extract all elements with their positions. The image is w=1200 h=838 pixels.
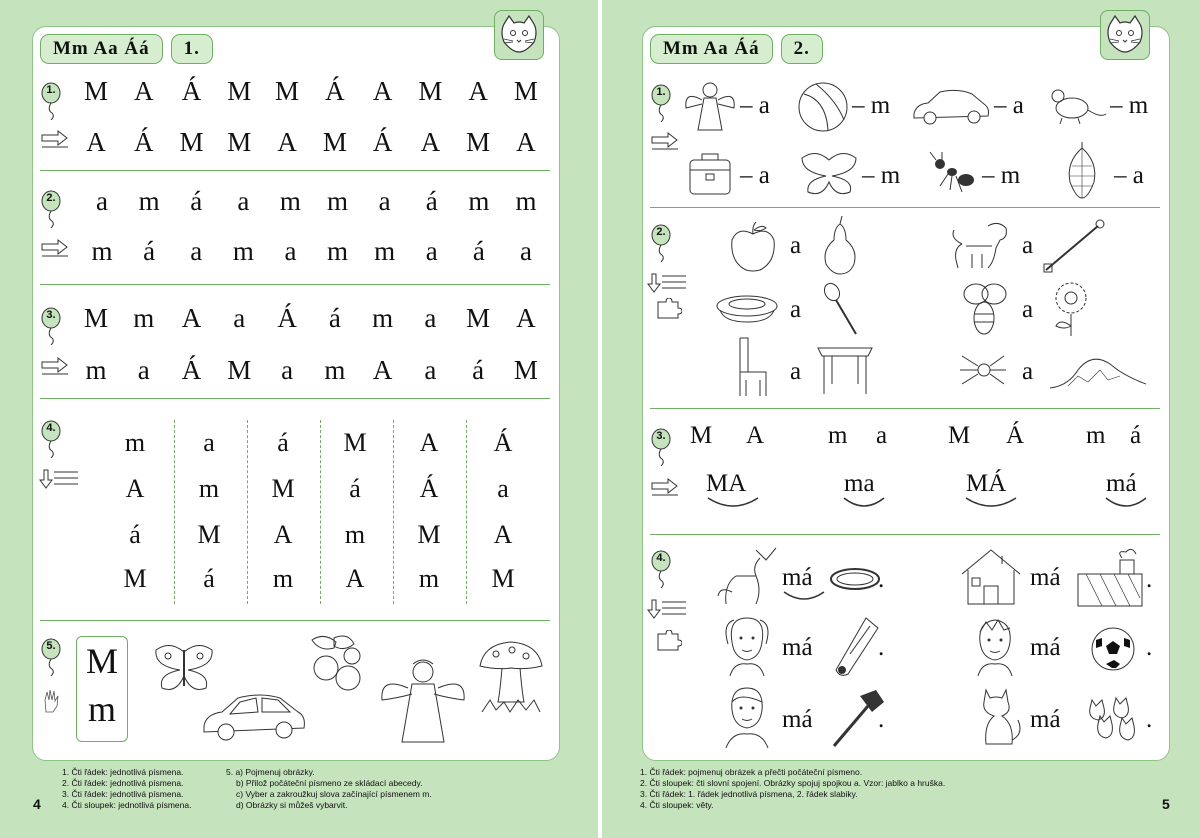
letter: A <box>420 127 441 157</box>
letter: M <box>322 127 347 157</box>
raspberry-icon <box>304 632 370 694</box>
balloon-icon: 1. <box>650 84 672 122</box>
suffix-text: – m <box>852 92 891 119</box>
letter: m <box>85 355 107 385</box>
suffix-text: – a <box>994 92 1024 119</box>
syllable-arc <box>964 496 1018 510</box>
letter: Á <box>372 127 393 157</box>
letter: m <box>232 236 254 266</box>
divider <box>40 620 550 621</box>
letter: M <box>690 422 713 449</box>
left-header <box>40 34 213 64</box>
grid-letter: A <box>125 474 145 503</box>
divider <box>650 207 1160 208</box>
syllable: má <box>1106 470 1137 497</box>
letter: A <box>468 76 488 106</box>
letter: á <box>190 186 203 216</box>
conjunction: a <box>790 232 802 259</box>
letter: M <box>466 303 491 333</box>
letter: M <box>227 355 252 385</box>
mouse-icon <box>1048 84 1108 126</box>
pinecone-icon <box>1062 142 1102 200</box>
header-number: 2. <box>781 34 823 64</box>
letter: m <box>279 186 301 216</box>
syllable: MÁ <box>966 470 1007 497</box>
letter-row <box>86 236 542 267</box>
grid-letter: M <box>491 564 515 593</box>
letter: M <box>948 422 971 449</box>
letter: A <box>516 127 536 157</box>
divider <box>650 534 1160 535</box>
grid-letter: A <box>419 428 439 457</box>
grid-letter: M <box>271 474 295 503</box>
letter: Á <box>325 76 345 106</box>
spider-icon <box>958 350 1008 390</box>
word-ma: má <box>782 564 813 591</box>
letter: a <box>137 355 150 385</box>
arrow-down-list-icon <box>38 468 80 490</box>
collar-icon <box>828 566 885 593</box>
letter: a <box>425 236 438 266</box>
chimney-roof-icon <box>1076 548 1144 608</box>
letter-row <box>80 76 542 107</box>
grid-letter: M <box>123 564 147 593</box>
letter: m <box>324 355 346 385</box>
balloon-icon: 2. <box>650 224 672 262</box>
pear-icon <box>820 216 860 276</box>
letter: M <box>83 303 108 333</box>
word-ma: má <box>1030 564 1061 591</box>
thermometer-icon <box>830 614 885 678</box>
letter: M <box>227 76 252 106</box>
letter: A <box>516 303 536 333</box>
grid-letter: m <box>418 564 440 593</box>
suffix-text: – m <box>1110 92 1149 119</box>
conjunction: a <box>1022 296 1034 323</box>
column-divider <box>466 420 467 604</box>
house-icon <box>958 546 1024 606</box>
letter: m <box>327 236 349 266</box>
letter: a <box>284 236 297 266</box>
column-divider <box>320 420 321 604</box>
instructions-right: 5. a) Pojmenuj obrázky. b) Přilož počáteční písmeno ze skládací abecedy. c) Vyber a zakroužkuj slova začínající písmenem m. d) Obrázky si můžeš vybarvit. <box>226 767 432 810</box>
grid-letter: m <box>272 564 294 593</box>
page-number: 5 <box>1162 796 1170 812</box>
letter: m <box>1086 422 1106 449</box>
letter: Á <box>181 76 202 106</box>
suffix-text: – m <box>982 162 1021 189</box>
arrow-right-icon <box>40 237 70 257</box>
dot: . <box>878 566 885 593</box>
letter: a <box>378 186 391 216</box>
letter: m <box>133 303 155 333</box>
grid-letter: Á <box>419 474 439 503</box>
dot: . <box>1146 634 1153 661</box>
balloon-icon: 5. <box>40 638 62 676</box>
grid-letter: a <box>497 474 509 503</box>
letter: A <box>746 422 765 449</box>
grid-letter: M <box>343 428 367 457</box>
anthill-icon <box>1048 350 1148 390</box>
right-page <box>602 0 1200 838</box>
column-divider <box>393 420 394 604</box>
schoolbag-icon <box>684 150 738 198</box>
syllable-arc <box>706 496 760 510</box>
header-letters: Mm Aa Áá <box>650 34 773 64</box>
car-icon <box>200 688 308 744</box>
plate-icon <box>714 292 780 324</box>
suffix-text: – m <box>862 162 901 189</box>
leash-icon <box>1042 218 1108 274</box>
conjunction: a <box>1022 232 1034 259</box>
letter: á <box>143 236 156 266</box>
grid-letter: Á <box>493 428 513 457</box>
butterfly-icon <box>798 150 860 198</box>
grid-letter: m <box>124 428 146 457</box>
letter: A <box>181 303 202 333</box>
grid-letter: m <box>198 474 220 503</box>
instructions: 1. Čti řádek: pojmenuj obrázek a přečti počáteční písmeno. 2. Čti sloupek: čti slovní spojení. Obrázky spojuj spojkou a. Vzor: jablko a hruška. 3. Čti řádek: 1. řádek jednotlivá písmena, 2. řádek slabiky. 4. Čti sloupek: věty. <box>640 767 946 810</box>
suffix-text: – a <box>740 162 770 189</box>
right-header <box>650 34 823 64</box>
grid-letter: á <box>349 474 361 503</box>
dot: . <box>878 634 885 661</box>
letter: M <box>179 127 204 157</box>
conjunction: a <box>790 296 802 323</box>
letter: Á <box>277 303 297 333</box>
flower-icon <box>1048 280 1094 336</box>
letter: A <box>277 127 297 157</box>
conjunction: a <box>790 358 802 385</box>
kittens-icon <box>1084 696 1140 748</box>
letter: Á <box>134 127 154 157</box>
dot: . <box>878 706 885 733</box>
puzzle-icon <box>656 298 682 320</box>
balloon-icon: 3. <box>650 428 672 466</box>
letter: m <box>374 236 396 266</box>
arrow-right-icon <box>650 476 680 496</box>
column-divider <box>174 420 175 604</box>
letter: m <box>515 186 537 216</box>
letter: a <box>424 303 437 333</box>
header-letters: Mm Aa Áá <box>40 34 163 64</box>
letter: A <box>372 76 393 106</box>
hand-icon <box>42 688 62 714</box>
letter: M <box>466 127 491 157</box>
woman-face-icon <box>720 614 774 678</box>
word-ma: má <box>782 706 813 733</box>
letter: a <box>96 186 108 216</box>
cat-icon <box>1100 10 1150 60</box>
angel-icon <box>682 78 738 134</box>
grid-letter: A <box>493 520 513 549</box>
letter: A <box>134 76 154 106</box>
bee-icon <box>958 280 1010 338</box>
letter: m <box>468 186 490 216</box>
letter: a <box>190 236 203 266</box>
page-number: 4 <box>33 796 41 812</box>
letter: a <box>237 186 250 216</box>
header-number: 1. <box>171 34 213 64</box>
letter: A <box>372 355 393 385</box>
letter: á <box>1130 422 1142 449</box>
man-face-icon <box>720 682 774 750</box>
grid-letter: m <box>344 520 366 549</box>
suffix-text: – a <box>1114 162 1144 189</box>
letter: a <box>281 355 294 385</box>
arrow-right-icon <box>40 355 70 375</box>
divider <box>40 284 550 285</box>
letter: a <box>424 355 437 385</box>
arrow-down-list-icon <box>646 272 688 294</box>
ball-icon <box>796 80 850 134</box>
letter: M <box>83 76 108 106</box>
grid-letter: á <box>277 428 289 457</box>
left-page <box>0 0 598 838</box>
dot: . <box>1146 566 1153 593</box>
letter: m <box>372 303 394 333</box>
grid-letter: M <box>197 520 221 549</box>
arrow-right-icon <box>40 128 70 148</box>
mushroom-icon <box>476 640 546 714</box>
letter: á <box>328 303 341 333</box>
butterfly-icon <box>150 642 218 694</box>
letter: á <box>472 355 485 385</box>
arrow-right-icon <box>650 130 680 150</box>
football-icon <box>1090 626 1136 672</box>
letter: a <box>876 422 888 449</box>
angel-icon <box>378 654 468 750</box>
divider <box>40 170 550 171</box>
letter: m <box>91 236 113 266</box>
balloon-icon: 4. <box>40 420 62 458</box>
boy-face-icon <box>968 614 1022 678</box>
letter: Á <box>181 355 202 385</box>
letter-row <box>80 303 542 334</box>
letter-row <box>86 186 542 217</box>
syllable: ma <box>844 470 875 497</box>
letter: á <box>472 236 485 266</box>
letter: M <box>418 76 443 106</box>
letter: M <box>513 76 538 106</box>
grid-letter: á <box>203 564 215 593</box>
dog-howling-icon <box>716 546 782 608</box>
syllable-arc <box>782 590 826 602</box>
divider <box>40 398 550 399</box>
letter: á <box>425 186 438 216</box>
dog-icon <box>948 218 1012 270</box>
cat-sitting-icon <box>972 684 1024 750</box>
letter: m <box>828 422 848 449</box>
letter: m <box>138 186 160 216</box>
letter: a <box>233 303 246 333</box>
balloon-icon: 2. <box>40 190 62 228</box>
cat-icon <box>494 10 544 60</box>
grid-letter: á <box>129 520 141 549</box>
letter: M <box>227 127 252 157</box>
letter: M <box>275 76 300 106</box>
letter-card: M m <box>76 636 128 742</box>
column-divider <box>247 420 248 604</box>
puzzle-icon <box>656 630 682 652</box>
word-ma: má <box>782 634 813 661</box>
instructions-left: 1. Čti řádek: jednotlivá písmena. 2. Čti řádek: jednotlivá písmena. 3. Čti řádek: jednotlivá písmena. 4. Čti sloupek: jednotlivá písmena. <box>62 767 192 810</box>
spoon-icon <box>822 282 862 336</box>
letter: a <box>519 236 532 266</box>
balloon-icon: 3. <box>40 307 62 345</box>
grid-letter: a <box>203 428 215 457</box>
letter-row <box>80 355 542 386</box>
letter: Á <box>1006 422 1025 449</box>
car-icon <box>912 86 992 128</box>
letter-row <box>80 127 542 158</box>
letter: m <box>327 186 349 216</box>
letter: A <box>86 127 106 157</box>
divider <box>650 408 1160 409</box>
chair-icon <box>732 336 772 398</box>
table-icon <box>814 344 876 396</box>
syllable: MA <box>706 470 747 497</box>
syllable-arc <box>842 496 886 510</box>
word-ma: má <box>1030 634 1061 661</box>
word-ma: má <box>1030 706 1061 733</box>
grid-letter: A <box>345 564 365 593</box>
syllable-arc <box>1104 496 1148 510</box>
arrow-down-list-icon <box>646 598 688 620</box>
conjunction: a <box>1022 358 1034 385</box>
suffix-text: – a <box>740 92 770 119</box>
ant-icon <box>928 150 978 196</box>
grid-letter: A <box>273 520 293 549</box>
letter: M <box>513 355 538 385</box>
grid-letter: M <box>417 520 441 549</box>
apple-icon <box>728 222 778 274</box>
balloon-icon: 4. <box>650 550 672 588</box>
dot: . <box>1146 706 1153 733</box>
balloon-icon: 1. <box>40 82 62 120</box>
